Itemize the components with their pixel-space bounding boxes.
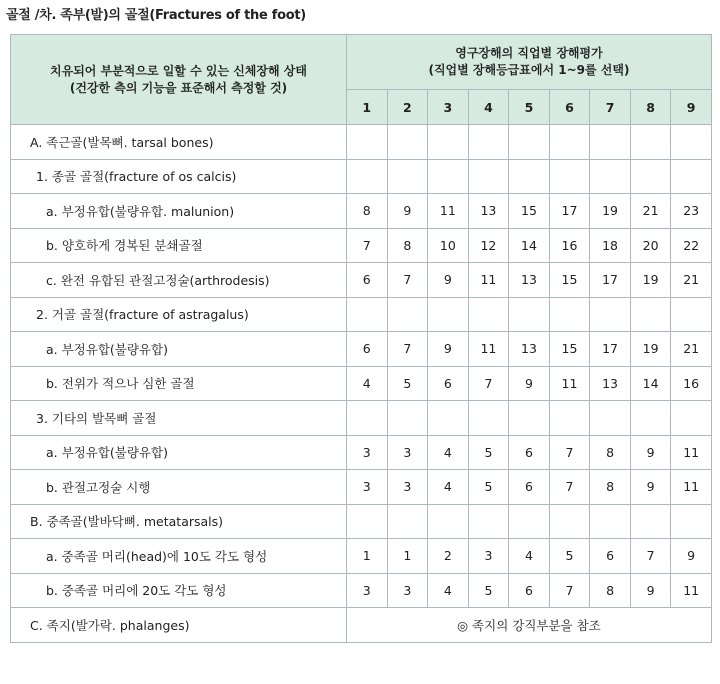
rating-cell: 8 — [590, 573, 631, 608]
rating-cell: 17 — [549, 194, 590, 229]
rating-cell — [590, 297, 631, 332]
rating-cell: 22 — [671, 228, 712, 263]
rating-cell: 9 — [387, 194, 428, 229]
rating-cell: 7 — [468, 366, 509, 401]
rating-cell: 16 — [671, 366, 712, 401]
rating-cell — [509, 159, 550, 194]
table-row — [11, 504, 712, 539]
rating-cell — [428, 159, 469, 194]
rating-cell — [347, 159, 388, 194]
rating-cell: 6 — [347, 263, 388, 298]
table-row — [11, 332, 712, 367]
rating-cell: 21 — [630, 194, 671, 229]
rating-cell: 7 — [549, 470, 590, 505]
rating-cell — [347, 504, 388, 539]
rating-cell: 7 — [549, 435, 590, 470]
rating-cell: 9 — [630, 573, 671, 608]
rating-cell: 7 — [387, 332, 428, 367]
rating-cell: 19 — [630, 332, 671, 367]
rating-cell: 8 — [387, 228, 428, 263]
rating-cell — [630, 504, 671, 539]
rating-cell — [590, 504, 631, 539]
rating-cell — [347, 297, 388, 332]
fracture-table — [10, 34, 712, 643]
rating-cell — [590, 125, 631, 160]
row-label: b. 전위가 적으나 심한 골절 — [11, 366, 347, 401]
rating-cell: 13 — [468, 194, 509, 229]
rating-cell — [428, 297, 469, 332]
rating-cell: 13 — [509, 332, 550, 367]
rating-cell: 11 — [549, 366, 590, 401]
grade-header-cell: 9 — [671, 90, 712, 125]
rating-cell: 7 — [347, 228, 388, 263]
rating-cell: 6 — [428, 366, 469, 401]
table-row — [11, 366, 712, 401]
rating-cell — [671, 125, 712, 160]
rating-cell: 13 — [590, 366, 631, 401]
rating-cell — [468, 504, 509, 539]
grade-header-cell: 2 — [387, 90, 428, 125]
grade-header-cell: 6 — [549, 90, 590, 125]
grade-header-cell: 4 — [468, 90, 509, 125]
row-label: A. 족근골(발목뼈. tarsal bones) — [11, 125, 347, 160]
table-row — [11, 470, 712, 505]
rating-cell — [549, 159, 590, 194]
table-row — [11, 297, 712, 332]
condition-header-line1: 치유되어 부분적으로 일할 수 있는 신체장해 상태 — [50, 63, 307, 78]
table-row — [11, 228, 712, 263]
row-label: a. 부정유합(불량유합) — [11, 332, 347, 367]
rating-cell — [671, 159, 712, 194]
rating-cell: 11 — [671, 573, 712, 608]
rating-cell — [347, 401, 388, 436]
rating-cell: 1 — [347, 539, 388, 574]
rating-cell — [428, 125, 469, 160]
rating-cell — [387, 125, 428, 160]
table-body — [11, 125, 712, 643]
rating-cell: 10 — [428, 228, 469, 263]
rating-cell: 7 — [630, 539, 671, 574]
table-row — [11, 435, 712, 470]
rating-cell: 3 — [387, 573, 428, 608]
rating-cell: 14 — [509, 228, 550, 263]
table-row — [11, 263, 712, 298]
rating-cell — [428, 401, 469, 436]
rating-cell: 21 — [671, 332, 712, 367]
rating-cell: 6 — [347, 332, 388, 367]
rating-cell: 11 — [671, 470, 712, 505]
rating-cell: 6 — [509, 573, 550, 608]
rating-cell: 17 — [590, 263, 631, 298]
rating-cell — [549, 504, 590, 539]
rating-cell: 3 — [347, 470, 388, 505]
rating-cell — [509, 125, 550, 160]
row-label: C. 족지(발가락. phalanges) — [11, 608, 347, 643]
row-label: a. 부정유합(불량유합) — [11, 435, 347, 470]
rating-cell: 12 — [468, 228, 509, 263]
grade-header-cell: 3 — [428, 90, 469, 125]
row-label: c. 완전 유합된 관절고정술(arthrodesis) — [11, 263, 347, 298]
table-row — [11, 125, 712, 160]
rating-cell: 9 — [671, 539, 712, 574]
rating-cell — [468, 297, 509, 332]
rating-cell — [671, 504, 712, 539]
rating-cell: 8 — [590, 470, 631, 505]
rating-cell — [630, 401, 671, 436]
rating-cell — [630, 125, 671, 160]
table-row — [11, 194, 712, 229]
row-label: a. 중족골 머리(head)에 10도 각도 형성 — [11, 539, 347, 574]
rating-cell — [468, 159, 509, 194]
row-label: b. 관절고정술 시행 — [11, 470, 347, 505]
rating-cell — [428, 504, 469, 539]
rating-cell: 11 — [671, 435, 712, 470]
table-row — [11, 573, 712, 608]
rating-cell — [671, 401, 712, 436]
rating-cell — [590, 159, 631, 194]
rating-cell: 17 — [590, 332, 631, 367]
row-label: 3. 기타의 발목뼈 골절 — [11, 401, 347, 436]
rating-cell — [590, 401, 631, 436]
grade-header-cell: 5 — [509, 90, 550, 125]
rating-header — [347, 35, 712, 90]
rating-cell: 5 — [468, 435, 509, 470]
table-row — [11, 608, 712, 643]
rating-cell: 3 — [387, 435, 428, 470]
condition-header — [11, 35, 347, 125]
rating-cell: 2 — [428, 539, 469, 574]
grade-header-cell: 8 — [630, 90, 671, 125]
rating-cell — [549, 297, 590, 332]
rating-cell: 15 — [549, 332, 590, 367]
rating-cell: 11 — [468, 332, 509, 367]
rating-cell: 9 — [630, 435, 671, 470]
rating-cell — [509, 504, 550, 539]
phalanges-note: ◎ 족지의 강직부분을 참조 — [347, 608, 712, 643]
rating-cell: 11 — [428, 194, 469, 229]
rating-cell — [468, 125, 509, 160]
table-row — [11, 159, 712, 194]
rating-cell: 13 — [509, 263, 550, 298]
rating-cell: 15 — [509, 194, 550, 229]
rating-cell: 1 — [387, 539, 428, 574]
row-label: b. 양호하게 경복된 분쇄골절 — [11, 228, 347, 263]
rating-cell: 3 — [468, 539, 509, 574]
rating-cell — [387, 297, 428, 332]
rating-cell — [630, 159, 671, 194]
rating-cell: 21 — [671, 263, 712, 298]
rating-cell: 9 — [630, 470, 671, 505]
rating-cell: 9 — [509, 366, 550, 401]
rating-cell — [630, 297, 671, 332]
rating-cell: 9 — [428, 263, 469, 298]
rating-cell: 8 — [590, 435, 631, 470]
rating-header-line1: 영구장해의 직업별 장해평가 — [455, 46, 603, 60]
rating-cell: 14 — [630, 366, 671, 401]
rating-cell: 5 — [387, 366, 428, 401]
rating-cell: 19 — [590, 194, 631, 229]
rating-cell — [509, 297, 550, 332]
table-row — [11, 539, 712, 574]
rating-cell: 7 — [549, 573, 590, 608]
rating-cell: 3 — [347, 435, 388, 470]
rating-cell: 4 — [428, 470, 469, 505]
rating-cell: 9 — [428, 332, 469, 367]
rating-cell: 18 — [590, 228, 631, 263]
row-label: b. 중족골 머리에 20도 각도 형성 — [11, 573, 347, 608]
rating-cell — [509, 401, 550, 436]
rating-cell: 4 — [428, 435, 469, 470]
row-label: 1. 종골 골절(fracture of os calcis) — [11, 159, 347, 194]
rating-cell: 19 — [630, 263, 671, 298]
table-row — [11, 401, 712, 436]
rating-cell: 4 — [509, 539, 550, 574]
rating-cell — [347, 125, 388, 160]
row-label: B. 중족골(발바닥뼈. metatarsals) — [11, 504, 347, 539]
rating-cell: 7 — [387, 263, 428, 298]
rating-cell: 15 — [549, 263, 590, 298]
rating-cell — [387, 159, 428, 194]
rating-cell: 4 — [428, 573, 469, 608]
row-label: 2. 거골 골절(fracture of astragalus) — [11, 297, 347, 332]
rating-cell — [671, 297, 712, 332]
condition-header-line2: (건강한 측의 기능을 표준해서 측정할 것) — [69, 80, 288, 95]
rating-cell: 5 — [549, 539, 590, 574]
rating-header-line2: (직업별 장해등급표에서 1~9를 선택) — [428, 63, 630, 77]
grade-header-cell: 1 — [347, 90, 388, 125]
rating-cell — [468, 401, 509, 436]
rating-cell: 4 — [347, 366, 388, 401]
rating-cell: 20 — [630, 228, 671, 263]
rating-cell: 3 — [347, 573, 388, 608]
rating-cell: 5 — [468, 573, 509, 608]
grade-header-cell: 7 — [590, 90, 631, 125]
rating-cell: 16 — [549, 228, 590, 263]
rating-cell: 8 — [347, 194, 388, 229]
rating-cell — [549, 401, 590, 436]
rating-cell — [549, 125, 590, 160]
rating-cell: 6 — [590, 539, 631, 574]
rating-cell: 11 — [468, 263, 509, 298]
rating-cell: 5 — [468, 470, 509, 505]
row-label: a. 부정유합(불량유합. malunion) — [11, 194, 347, 229]
page-title: 골절 /차. 족부(발)의 골절(Fractures of the foot) — [6, 8, 306, 23]
rating-cell — [387, 401, 428, 436]
rating-cell: 6 — [509, 435, 550, 470]
rating-cell: 6 — [509, 470, 550, 505]
rating-cell: 23 — [671, 194, 712, 229]
rating-cell: 3 — [387, 470, 428, 505]
rating-cell — [387, 504, 428, 539]
